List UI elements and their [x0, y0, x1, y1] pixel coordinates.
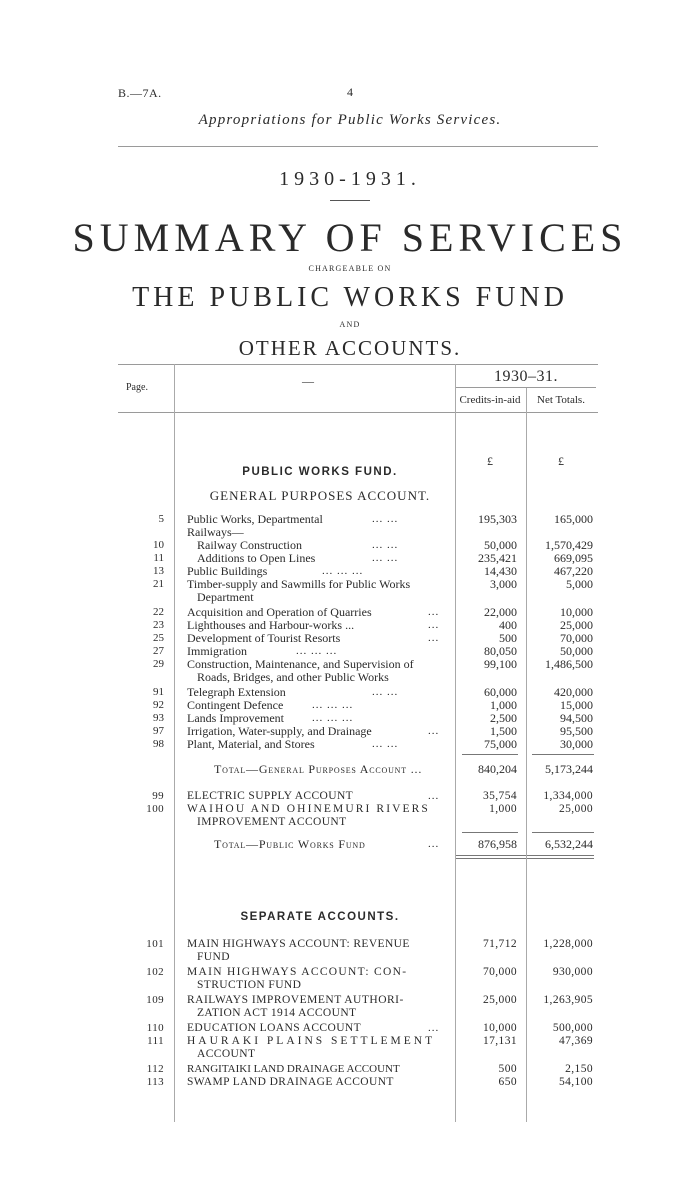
row-net: 95,500: [560, 724, 593, 738]
row-description: WAIHOU AND OHINEMURI RIVERS: [187, 803, 430, 815]
row-credits: 2,500: [490, 711, 517, 725]
subtotal-rule-credits: [462, 754, 518, 755]
row-credits: 235,421: [478, 551, 517, 565]
row-page: 98: [153, 738, 164, 750]
row-leader: ... ... ...: [312, 699, 354, 711]
row-credits: 1,500: [490, 724, 517, 738]
row-description-continued: Department: [197, 590, 254, 604]
row-description: HAURAKI PLAINS SETTLEMENT: [187, 1035, 436, 1047]
row-credits: 75,000: [484, 737, 517, 751]
row-leader: ... ...: [372, 686, 399, 698]
row-net: 70,000: [560, 631, 593, 645]
financial-year: 1930-1931.: [279, 168, 421, 190]
row-description: SWAMP LAND DRAINAGE ACCOUNT: [187, 1076, 394, 1088]
net-unit: £: [558, 454, 564, 468]
row-page: 27: [153, 645, 164, 657]
row-page: 111: [147, 1035, 164, 1047]
row-page: 97: [153, 725, 164, 737]
row-page: 92: [153, 699, 164, 711]
row-credits: 500: [498, 1063, 517, 1075]
row-page: 101: [146, 938, 164, 950]
other-accounts-title: OTHER ACCOUNTS.: [238, 336, 462, 360]
row-description: RAILWAYS IMPROVEMENT AUTHORI-: [187, 994, 404, 1006]
column-divider-net: [526, 388, 527, 1122]
row-page: 113: [146, 1076, 164, 1088]
row-net: 25,000: [558, 803, 593, 815]
fund-title: THE PUBLIC WORKS FUND: [132, 282, 568, 313]
table-top-rule: [118, 364, 598, 365]
row-leader: ... ...: [372, 552, 399, 564]
row-net: 1,228,000: [543, 938, 593, 950]
row-net: 50,000: [560, 644, 593, 658]
row-leader: ...: [428, 725, 440, 737]
net-column-header: Net Totals.: [537, 394, 585, 406]
page-subtitle: Appropriations for Public Works Services.: [198, 112, 502, 128]
row-net: 420,000: [554, 685, 593, 699]
row-description: Additions to Open Lines: [197, 551, 316, 565]
row-net: 25,000: [560, 618, 593, 632]
row-credits: 10,000: [482, 1022, 517, 1034]
row-net: 54,100: [558, 1076, 593, 1088]
row-credits: 3,000: [490, 577, 517, 591]
row-net: 2,150: [565, 1063, 593, 1075]
row-net: 47,369: [558, 1035, 593, 1047]
page-column-header: Page.: [126, 382, 148, 393]
row-credits: 70,000: [482, 966, 517, 978]
row-page: 21: [153, 578, 164, 590]
separate-accounts-heading: SEPARATE ACCOUNTS.: [240, 911, 400, 923]
row-page: 100: [146, 803, 164, 815]
row-page: 93: [153, 712, 164, 724]
row-page: 10: [153, 539, 164, 551]
row-credits: 17,131: [482, 1035, 517, 1047]
row-page: 22: [153, 606, 164, 618]
main-title: SUMMARY OF SERVICES: [72, 215, 628, 260]
row-net: 467,220: [554, 564, 593, 578]
row-net: 500,000: [552, 1022, 593, 1034]
subtotal-rule-net: [532, 754, 594, 755]
total-credits: 876,958: [478, 837, 517, 851]
row-net: 1,263,905: [543, 994, 593, 1006]
row-description: Construction, Maintenance, and Supervision of: [187, 657, 414, 671]
row-page: 11: [153, 552, 164, 564]
double-rule-credits: [456, 855, 526, 859]
row-description: Immigration: [187, 644, 247, 658]
row-description-continued: ACCOUNT: [197, 1048, 256, 1060]
row-credits: 35,754: [482, 790, 517, 802]
row-page: 23: [153, 619, 164, 631]
row-description: Irrigation, Water-supply, and Drainage: [187, 724, 372, 738]
credits-unit: £: [487, 454, 493, 468]
row-description: Lighthouses and Harbour-works ...: [187, 618, 355, 632]
row-credits: 1,000: [490, 698, 517, 712]
row-net: 10,000: [560, 605, 593, 619]
row-page: 13: [153, 565, 164, 577]
row-description: Public Buildings: [187, 564, 268, 578]
row-net: 30,000: [560, 737, 593, 751]
row-net: 669,095: [554, 551, 593, 565]
row-page: 91: [153, 686, 164, 698]
row-description: Timber-supply and Sawmills for Public Works: [187, 577, 411, 591]
row-leader: ... ... ...: [322, 565, 364, 577]
row-page: 25: [153, 632, 164, 644]
row-leader: ... ... ...: [296, 645, 338, 657]
double-rule-net: [527, 855, 594, 859]
public-works-heading: PUBLIC WORKS FUND.: [242, 466, 398, 478]
row-leader: ...: [428, 1022, 440, 1034]
header-rule: [118, 146, 598, 147]
row-net: 165,000: [554, 512, 593, 526]
row-net: 94,500: [560, 711, 593, 725]
row-credits: 195,303: [478, 512, 517, 526]
row-page: 29: [153, 658, 164, 670]
row-leader: ...: [428, 790, 440, 802]
row-description-continued: IMPROVEMENT ACCOUNT: [197, 816, 347, 828]
row-description: Railways—: [187, 525, 244, 539]
column-divider-page: [174, 364, 175, 1122]
credits-column-header: Credits-in-aid: [459, 394, 521, 406]
row-credits: 50,000: [484, 538, 517, 552]
row-credits: 1,000: [489, 803, 517, 815]
row-leader: ... ...: [372, 539, 399, 551]
general-purposes-heading: GENERAL PURPOSES ACCOUNT.: [209, 488, 431, 503]
row-leader: ...: [428, 838, 440, 850]
row-description: Telegraph Extension: [187, 685, 286, 699]
row-page: 5: [158, 513, 164, 525]
and-label: AND: [339, 320, 361, 329]
row-description-continued: FUND: [197, 951, 230, 963]
row-page: 112: [146, 1063, 164, 1075]
row-description: Contingent Defence: [187, 698, 284, 712]
row-net: 1,570,429: [545, 538, 593, 552]
row-leader: ...: [428, 632, 440, 644]
row-leader: ... ...: [372, 738, 399, 750]
row-description: EDUCATION LOANS ACCOUNT: [187, 1022, 362, 1034]
row-credits: 25,000: [482, 994, 517, 1006]
total-net: 5,173,244: [545, 762, 593, 776]
row-credits: 14,430: [484, 564, 517, 578]
row-credits: 60,000: [484, 685, 517, 699]
total-net: 6,532,244: [545, 837, 593, 851]
row-description: Acquisition and Operation of Quarries: [187, 605, 372, 619]
row-credits: 71,712: [482, 938, 517, 950]
row-description: MAIN HIGHWAYS ACCOUNT: REVENUE: [187, 938, 410, 950]
row-description: Plant, Material, and Stores: [187, 737, 315, 751]
row-description-continued: STRUCTION FUND: [197, 979, 302, 991]
row-credits: 400: [499, 618, 517, 632]
row-page: 109: [146, 994, 164, 1006]
row-description-continued: Roads, Bridges, and other Public Works: [197, 670, 389, 684]
row-description: RANGITAIKI LAND DRAINAGE ACCOUNT: [187, 1063, 400, 1075]
row-net: 5,000: [566, 577, 593, 591]
page-number: 4: [347, 85, 353, 99]
total-rule-credits: [462, 832, 518, 833]
row-description: Railway Construction: [197, 538, 302, 552]
row-credits: 99,100: [484, 657, 517, 671]
row-net: 15,000: [560, 698, 593, 712]
total-label: Total—Public Works Fund: [214, 837, 366, 851]
chargeable-on-label: CHARGEABLE ON: [308, 264, 392, 273]
total-label: Total—General Purposes Account ...: [214, 762, 423, 776]
document-reference: B.—7A.: [118, 86, 162, 100]
row-leader: ... ... ...: [312, 712, 354, 724]
row-description: Public Works, Departmental: [187, 512, 323, 526]
row-net: 1,334,000: [543, 790, 593, 802]
description-column-header: —: [302, 374, 314, 388]
row-description: Lands Improvement: [187, 711, 284, 725]
row-description-continued: ZATION ACT 1914 ACCOUNT: [197, 1007, 357, 1019]
row-page: 99: [152, 790, 164, 802]
row-credits: 650: [498, 1076, 517, 1088]
row-description: MAIN HIGHWAYS ACCOUNT: CON-: [187, 966, 408, 978]
year-column-header: 1930–31.: [494, 368, 558, 385]
row-credits: 500: [499, 631, 517, 645]
row-page: 102: [146, 966, 164, 978]
total-credits: 840,204: [478, 762, 517, 776]
year-underline: [330, 200, 370, 201]
row-net: 1,486,500: [545, 657, 593, 671]
row-page: 110: [146, 1022, 164, 1034]
row-net: 930,000: [552, 966, 593, 978]
row-credits: 80,050: [484, 644, 517, 658]
row-leader: ...: [428, 619, 440, 631]
row-description: Development of Tourist Resorts: [187, 631, 341, 645]
row-leader: ...: [428, 606, 440, 618]
row-credits: 22,000: [484, 605, 517, 619]
row-description: ELECTRIC SUPPLY ACCOUNT: [187, 790, 354, 802]
total-rule-net: [532, 832, 594, 833]
row-leader: ... ...: [372, 513, 399, 525]
